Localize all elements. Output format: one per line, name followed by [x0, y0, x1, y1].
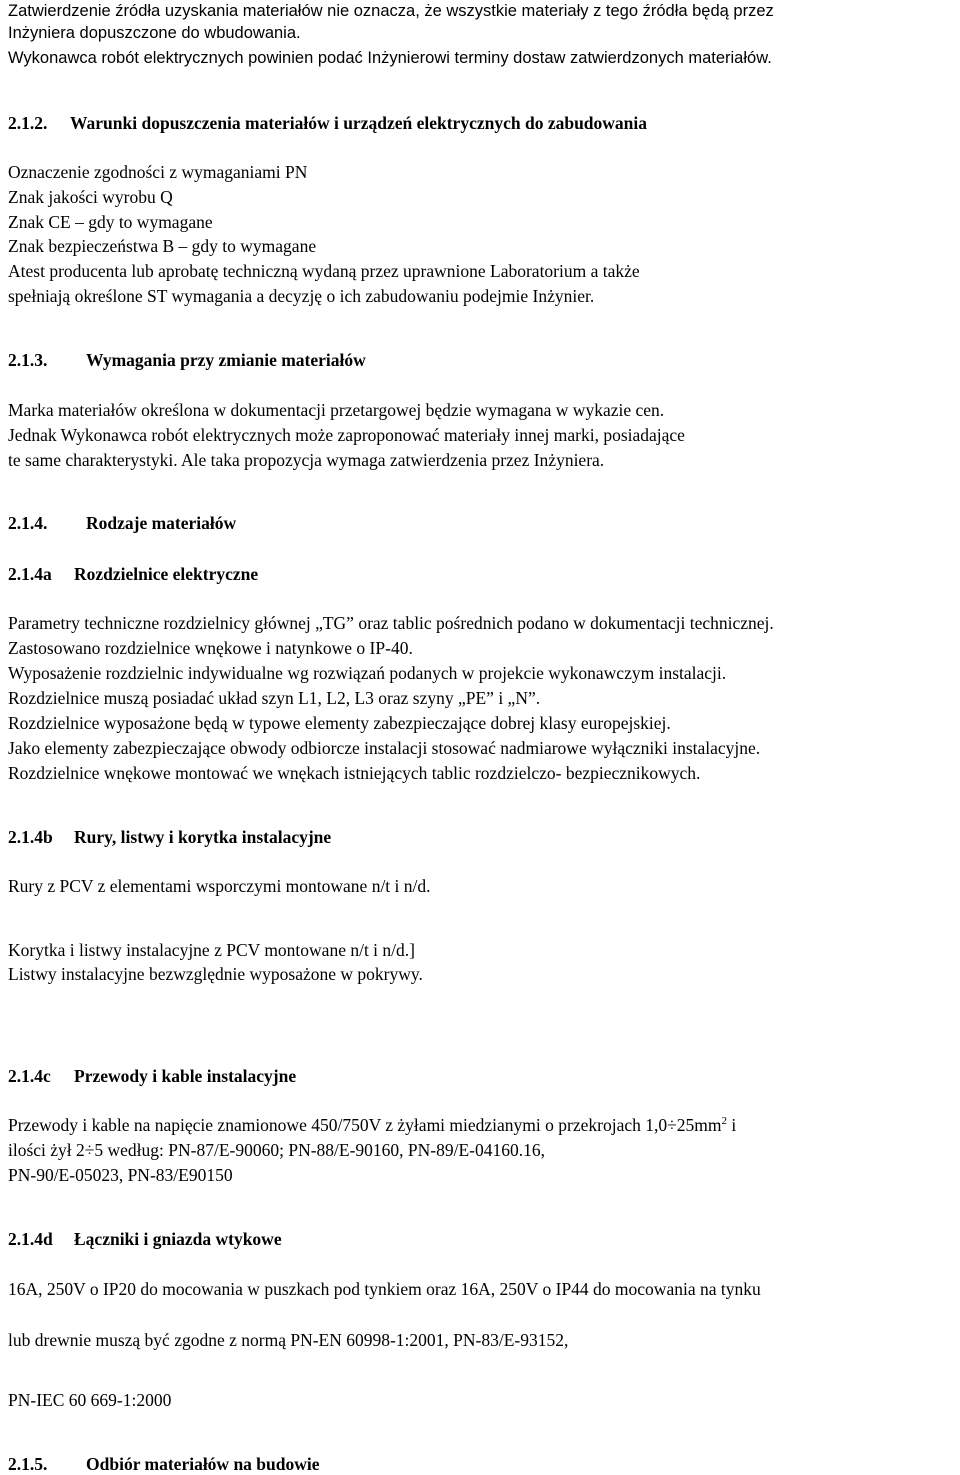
section-title: Wymagania przy zmianie materiałów: [86, 350, 366, 370]
section-title: Łączniki i gniazda wtykowe: [74, 1229, 282, 1249]
paragraph-line: Jednak Wykonawca robót elektrycznych może zaproponować materiały innej marki, posiadające: [8, 425, 685, 445]
paragraph-line: spełniają określone ST wymagania a decyzję o ich zabudowaniu podejmie Inżynier.: [8, 286, 595, 306]
paragraph-line: Atest producenta lub aprobatę techniczną wydaną przez uprawnione Laboratorium a także: [8, 261, 640, 281]
paragraph-line: Zastosowano rozdzielnice wnękowe i natynkowe o IP-40.: [8, 638, 413, 658]
section-heading-2-1-4c: [8, 1065, 296, 1087]
section-heading-2-1-5: [8, 1453, 320, 1475]
paragraph-line: Rozdzielnice wyposażone będą w typowe elementy zabezpieczające dobrej klasy europejskiej.: [8, 713, 671, 733]
section-heading-2-1-4: [8, 512, 236, 534]
list-item: Znak jakości wyrobu Q: [8, 187, 173, 207]
section-number: 2.1.5.: [8, 1454, 48, 1474]
paragraph-line: Wyposażenie rozdzielnic indywidualne wg rozwiązań podanych w projekcie wykonawczym instalacji.: [8, 663, 727, 683]
section-number: 2.1.3.: [8, 350, 48, 370]
section-title: Rodzaje materiałów: [86, 513, 237, 533]
section-number: 2.1.4a: [8, 564, 52, 584]
section-number: 2.1.2.: [8, 113, 48, 133]
section-number: 2.1.4d: [8, 1229, 53, 1249]
list-item: Oznaczenie zgodności z wymaganiami PN: [8, 162, 308, 182]
paragraph-line: Rozdzielnice muszą posiadać układ szyn L1, L2, L3 oraz szyny „PE” i „N”.: [8, 688, 541, 708]
section-heading-2-1-4d: [8, 1228, 282, 1250]
intro-line-1: Zatwierdzenie źródła uzyskania materiałów nie oznacza, że wszystkie materiały z tego źródła będą przez: [8, 2, 774, 20]
superscript: 2: [721, 1115, 727, 1128]
paragraph-line: [8, 1114, 736, 1136]
section-heading-2-1-4b: [8, 826, 331, 848]
paragraph-line: Jako elementy zabezpieczające obwody odbiorcze instalacji stosować nadmiarowe wyłączniki instalacyjne.: [8, 738, 761, 758]
paragraph-line: te same charakterystyki. Ale taka propozycja wymaga zatwierdzenia przez Inżyniera.: [8, 450, 605, 470]
paragraph-line: ilości żył 2÷5 według: PN-87/E-90060; PN-88/E-90160, PN-89/E-04160.16,: [8, 1140, 545, 1160]
paragraph-line: PN-IEC 60 669-1:2000: [8, 1390, 172, 1410]
section-heading-2-1-3: [8, 349, 366, 371]
paragraph-line: Rozdzielnice wnękowe montować we wnękach istniejących tablic rozdzielczo- bezpiecznikowych.: [8, 763, 701, 783]
paragraph-line: PN-90/E-05023, PN-83/E90150: [8, 1165, 233, 1185]
section-number: 2.1.4c: [8, 1066, 51, 1086]
paragraph-line: Korytka i listwy instalacyjne z PCV montowane n/t i n/d.]: [8, 940, 415, 960]
section-number: 2.1.4.: [8, 513, 48, 533]
list-item: Znak CE – gdy to wymagane: [8, 212, 213, 232]
section-title: Przewody i kable instalacyjne: [74, 1066, 297, 1086]
section-title: Rozdzielnice elektryczne: [74, 564, 259, 584]
paragraph-line: Rury z PCV z elementami wsporczymi montowane n/t i n/d.: [8, 876, 431, 896]
paragraph-line: Parametry techniczne rozdzielnicy głównej „TG” oraz tablic pośrednich podano w dokumentacji technicznej.: [8, 613, 774, 633]
text-run: Przewody i kable na napięcie znamionowe 450/750V z żyłami miedzianymi o przekrojach 1,0÷25mm: [8, 1115, 722, 1135]
intro-line-2: Inżyniera dopuszczone do wbudowania.: [8, 24, 301, 42]
intro-line-3: Wykonawca robót elektrycznych powinien podać Inżynierowi terminy dostaw zatwierdzonych materiałów.: [8, 49, 772, 67]
section-title: Warunki dopuszczenia materiałów i urządzeń elektrycznych do zabudowania: [70, 113, 648, 133]
section-heading-2-1-4a: [8, 563, 258, 585]
paragraph-line: Listwy instalacyjne bezwzględnie wyposażone w pokrywy.: [8, 964, 423, 984]
section-number: 2.1.4b: [8, 827, 53, 847]
paragraph-line: lub drewnie muszą być zgodne z normą PN-EN 60998-1:2001, PN-83/E-93152,: [8, 1330, 569, 1350]
paragraph-line: Marka materiałów określona w dokumentacji przetargowej będzie wymagana w wykazie cen.: [8, 400, 665, 420]
section-title: Rury, listwy i korytka instalacyjne: [74, 827, 332, 847]
section-title: Odbiór materiałów na budowie: [86, 1454, 320, 1474]
section-heading-2-1-2: [8, 112, 647, 134]
list-item: Znak bezpieczeństwa B – gdy to wymagane: [8, 236, 317, 256]
text-run: i: [726, 1115, 737, 1135]
paragraph-line: 16A, 250V o IP20 do mocowania w puszkach pod tynkiem oraz 16A, 250V o IP44 do mocowania na tynku: [8, 1279, 761, 1299]
